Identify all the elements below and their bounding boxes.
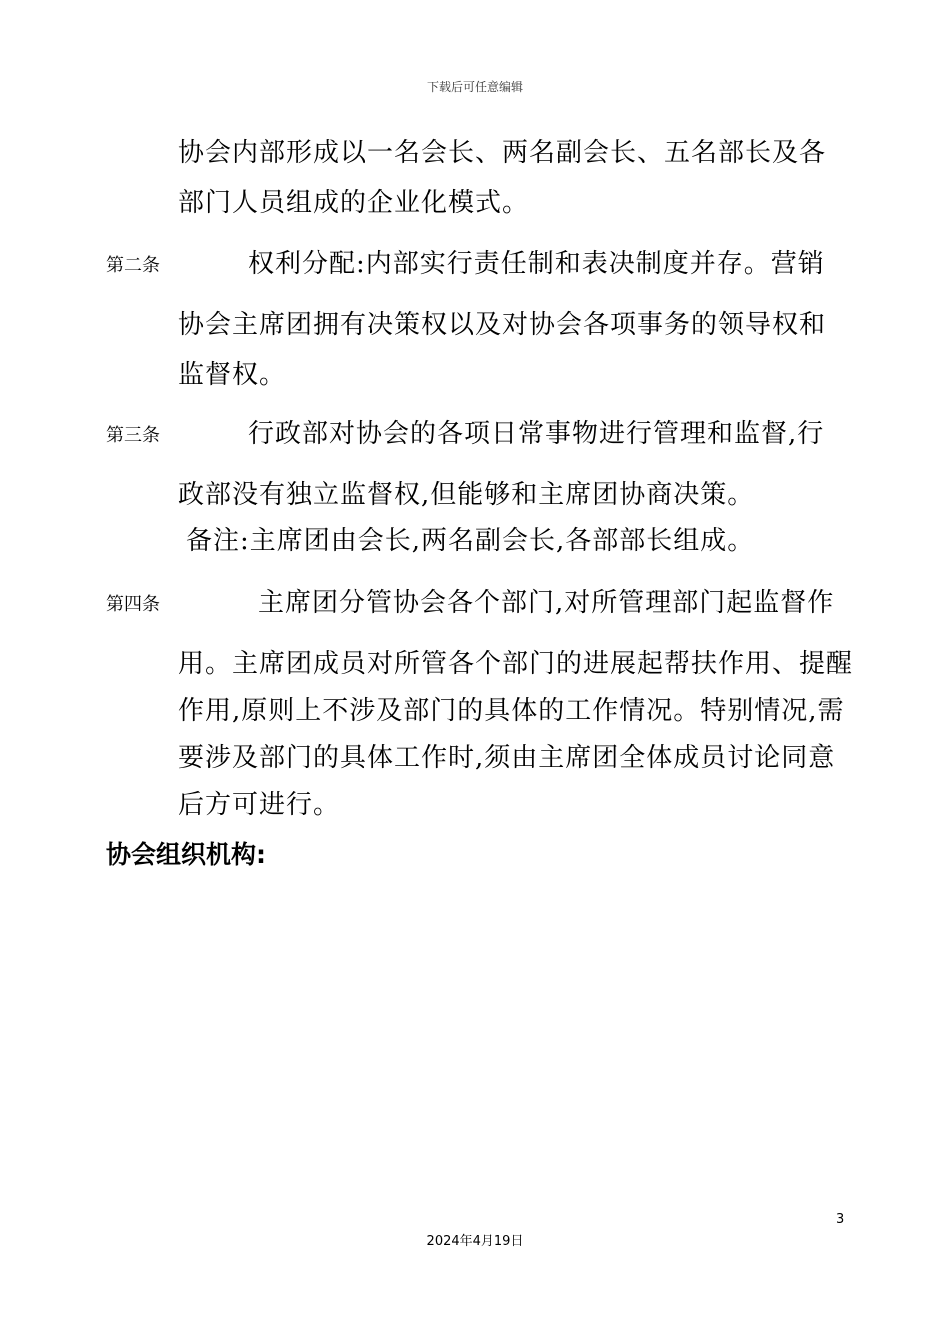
intro-line-1: 协会内部形成以一名会长、两名副会长、五名部长及各: [178, 138, 827, 168]
article-3-line-1: 行政部对协会的各项日常事物进行管理和监督,行: [248, 419, 825, 449]
article-2-label: 第二条: [106, 255, 160, 276]
article-2-line-2: 协会主席团拥有决策权以及对协会各项事务的领导权和: [178, 310, 827, 340]
article-3-note: 备注:主席团由会长,两名副会长,各部部长组成。: [186, 526, 755, 556]
page-number: 3: [836, 1212, 845, 1227]
article-4-line-1: 主席团分管协会各个部门,对所管理部门起监督作: [258, 588, 835, 618]
section-heading: 协会组织机构:: [106, 840, 266, 869]
page-header: 下载后可任意编辑: [426, 80, 523, 94]
article-4-line-2: 用。主席团成员对所管各个部门的进展起帮扶作用、提醒: [178, 649, 854, 679]
article-4-line-5: 后方可进行。: [178, 790, 341, 820]
footer-date: 2024年4月19日: [426, 1234, 524, 1249]
article-2-line-3: 监督权。: [178, 360, 287, 390]
article-3-line-2: 政部没有独立监督权,但能够和主席团协商决策。: [178, 480, 755, 510]
article-3-label: 第三条: [106, 425, 160, 446]
article-2-line-1: 权利分配:内部实行责任制和表决制度并存。营销: [248, 249, 825, 279]
article-4-line-3: 作用,原则上不涉及部门的具体的工作情况。特别情况,需: [178, 696, 845, 726]
article-4-line-4: 要涉及部门的具体工作时,须由主席团全体成员讨论同意: [178, 743, 836, 773]
article-4-label: 第四条: [106, 594, 160, 615]
intro-line-2: 部门人员组成的企业化模式。: [178, 188, 530, 218]
